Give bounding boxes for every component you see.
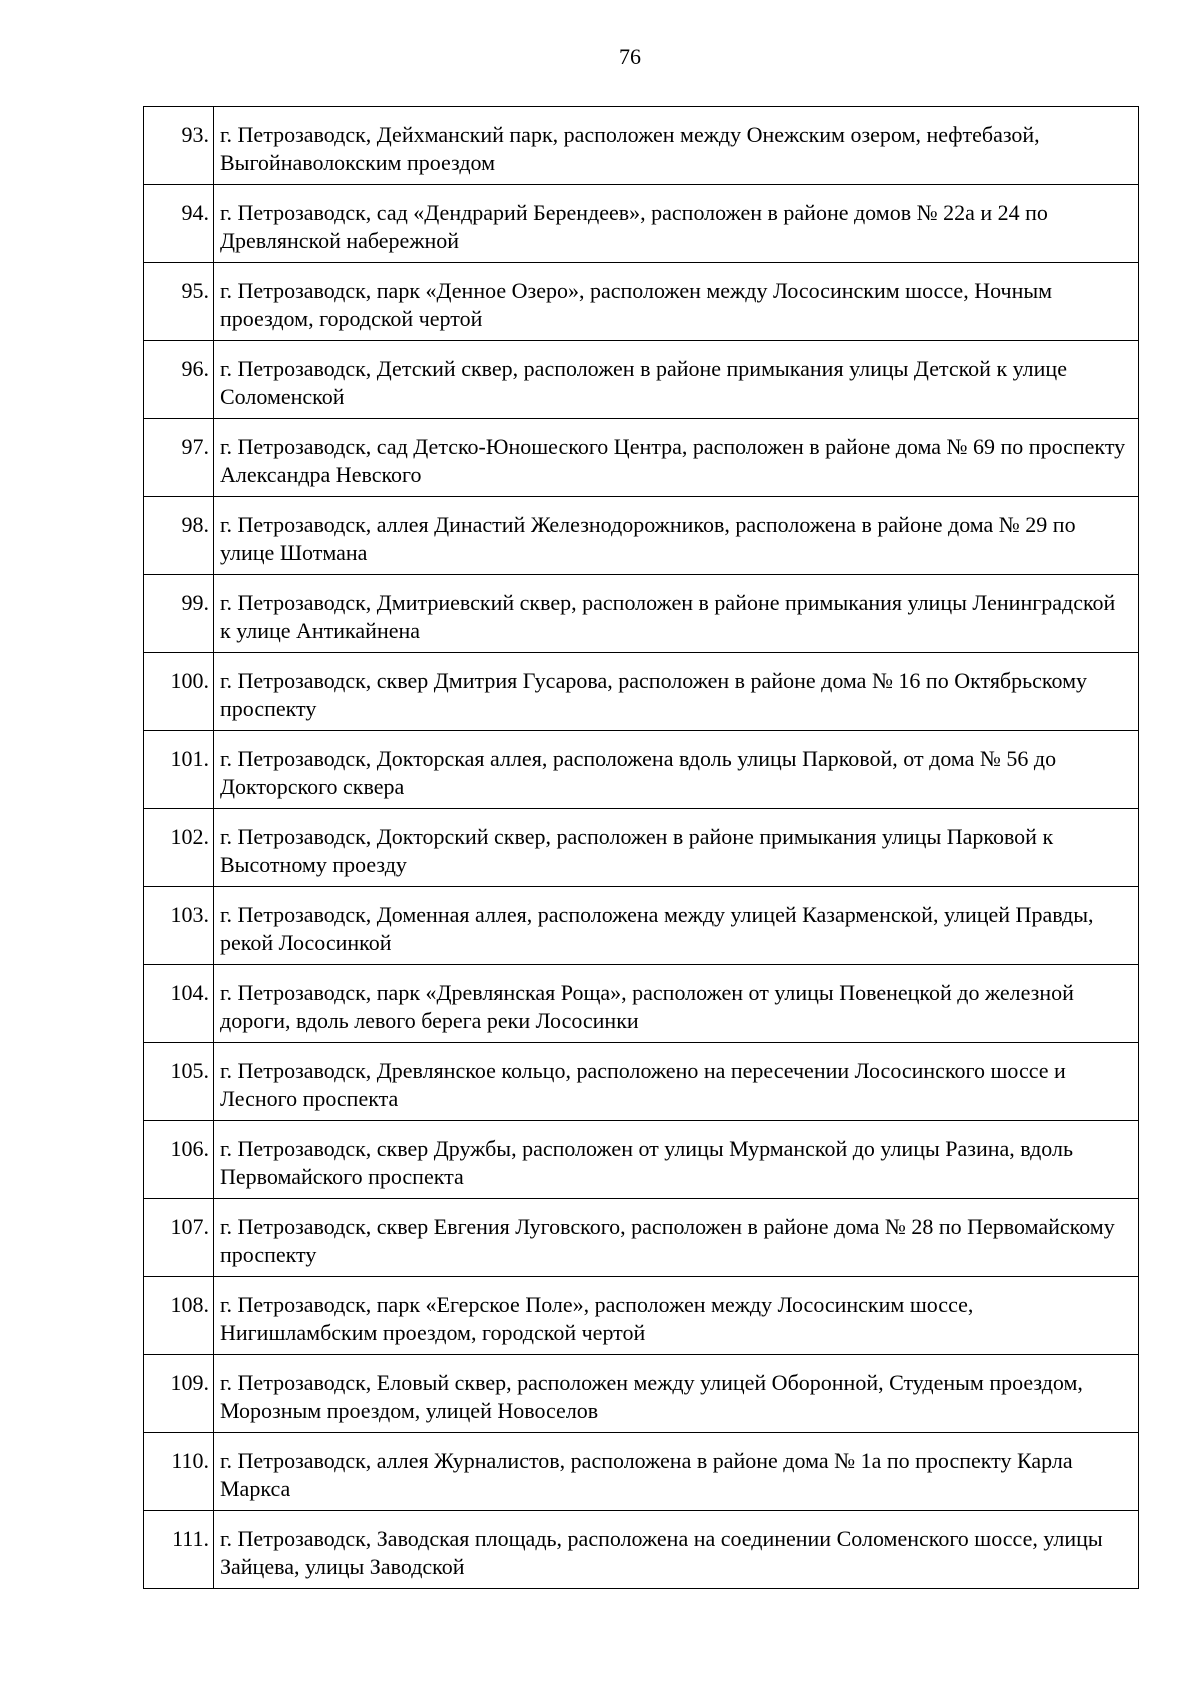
row-description: г. Петрозаводск, аллея Журналистов, расположена в районе дома № 1а по проспекту Карла Маркса <box>214 1433 1139 1511</box>
row-number: 110. <box>144 1433 214 1511</box>
table-row <box>144 497 1139 575</box>
row-description: г. Петрозаводск, Докторская аллея, расположена вдоль улицы Парковой, от дома № 56 до Докторского сквера <box>214 731 1139 809</box>
table-row <box>144 185 1139 263</box>
row-number: 109. <box>144 1355 214 1433</box>
table-row <box>144 809 1139 887</box>
table-row <box>144 1043 1139 1121</box>
row-number: 105. <box>144 1043 214 1121</box>
table-row <box>144 1277 1139 1355</box>
row-description: г. Петрозаводск, Доменная аллея, расположена между улицей Казарменской, улицей Правды, рекой Лососинкой <box>214 887 1139 965</box>
row-description: г. Петрозаводск, Дмитриевский сквер, расположен в районе примыкания улицы Ленинградской к улице Антикайнена <box>214 575 1139 653</box>
row-description: г. Петрозаводск, сквер Дмитрия Гусарова, расположен в районе дома № 16 по Октябрьскому проспекту <box>214 653 1139 731</box>
table-row <box>144 575 1139 653</box>
row-description: г. Петрозаводск, Докторский сквер, расположен в районе примыкания улицы Парковой к Высотному проезду <box>214 809 1139 887</box>
table-row <box>144 731 1139 809</box>
table-row <box>144 653 1139 731</box>
row-number: 108. <box>144 1277 214 1355</box>
table-row <box>144 419 1139 497</box>
places-table <box>143 106 1139 1589</box>
table-row <box>144 341 1139 419</box>
table-row <box>144 1199 1139 1277</box>
row-description: г. Петрозаводск, парк «Денное Озеро», расположен между Лососинским шоссе, Ночным проездом, городской чертой <box>214 263 1139 341</box>
row-number: 101. <box>144 731 214 809</box>
row-description: г. Петрозаводск, сквер Евгения Луговского, расположен в районе дома № 28 по Первомайскому проспекту <box>214 1199 1139 1277</box>
row-description: г. Петрозаводск, аллея Династий Железнодорожников, расположена в районе дома № 29 по улице Шотмана <box>214 497 1139 575</box>
row-number: 99. <box>144 575 214 653</box>
page-number: 76 <box>619 44 641 69</box>
table-row <box>144 1433 1139 1511</box>
row-number: 111. <box>144 1511 214 1589</box>
row-description: г. Петрозаводск, Еловый сквер, расположен между улицей Оборонной, Студеным проездом, Морозным проездом, улицей Новоселов <box>214 1355 1139 1433</box>
row-number: 96. <box>144 341 214 419</box>
row-number: 103. <box>144 887 214 965</box>
row-number: 100. <box>144 653 214 731</box>
row-number: 107. <box>144 1199 214 1277</box>
row-description: г. Петрозаводск, Заводская площадь, расположена на соединении Соломенского шоссе, улицы Зайцева, улицы Заводской <box>214 1511 1139 1589</box>
table-row <box>144 107 1139 185</box>
row-number: 97. <box>144 419 214 497</box>
row-number: 93. <box>144 107 214 185</box>
table-row <box>144 887 1139 965</box>
row-description: г. Петрозаводск, Древлянское кольцо, расположено на пересечении Лососинского шоссе и Лесного проспекта <box>214 1043 1139 1121</box>
row-number: 98. <box>144 497 214 575</box>
row-description: г. Петрозаводск, сад Детско-Юношеского Центра, расположен в районе дома № 69 по проспекту Александра Невского <box>214 419 1139 497</box>
row-number: 94. <box>144 185 214 263</box>
row-number: 95. <box>144 263 214 341</box>
row-description: г. Петрозаводск, парк «Древлянская Роща», расположен от улицы Повенецкой до железной дороги, вдоль левого берега реки Лососинки <box>214 965 1139 1043</box>
row-description: г. Петрозаводск, сквер Дружбы, расположен от улицы Мурманской до улицы Разина, вдоль Первомайского проспекта <box>214 1121 1139 1199</box>
row-description: г. Петрозаводск, сад «Дендрарий Берендеев», расположен в районе домов № 22а и 24 по Древлянской набережной <box>214 185 1139 263</box>
table-row <box>144 1121 1139 1199</box>
row-number: 102. <box>144 809 214 887</box>
row-description: г. Петрозаводск, Детский сквер, расположен в районе примыкания улицы Детской к улице Соломенской <box>214 341 1139 419</box>
row-description: г. Петрозаводск, Дейхманский парк, расположен между Онежским озером, нефтебазой, Выгойнаволокским проездом <box>214 107 1139 185</box>
row-description: г. Петрозаводск, парк «Егерское Поле», расположен между Лососинским шоссе, Нигишламбским проездом, городской чертой <box>214 1277 1139 1355</box>
table-row <box>144 1355 1139 1433</box>
table-row <box>144 1511 1139 1589</box>
table-row <box>144 965 1139 1043</box>
row-number: 104. <box>144 965 214 1043</box>
row-number: 106. <box>144 1121 214 1199</box>
table-row <box>144 263 1139 341</box>
